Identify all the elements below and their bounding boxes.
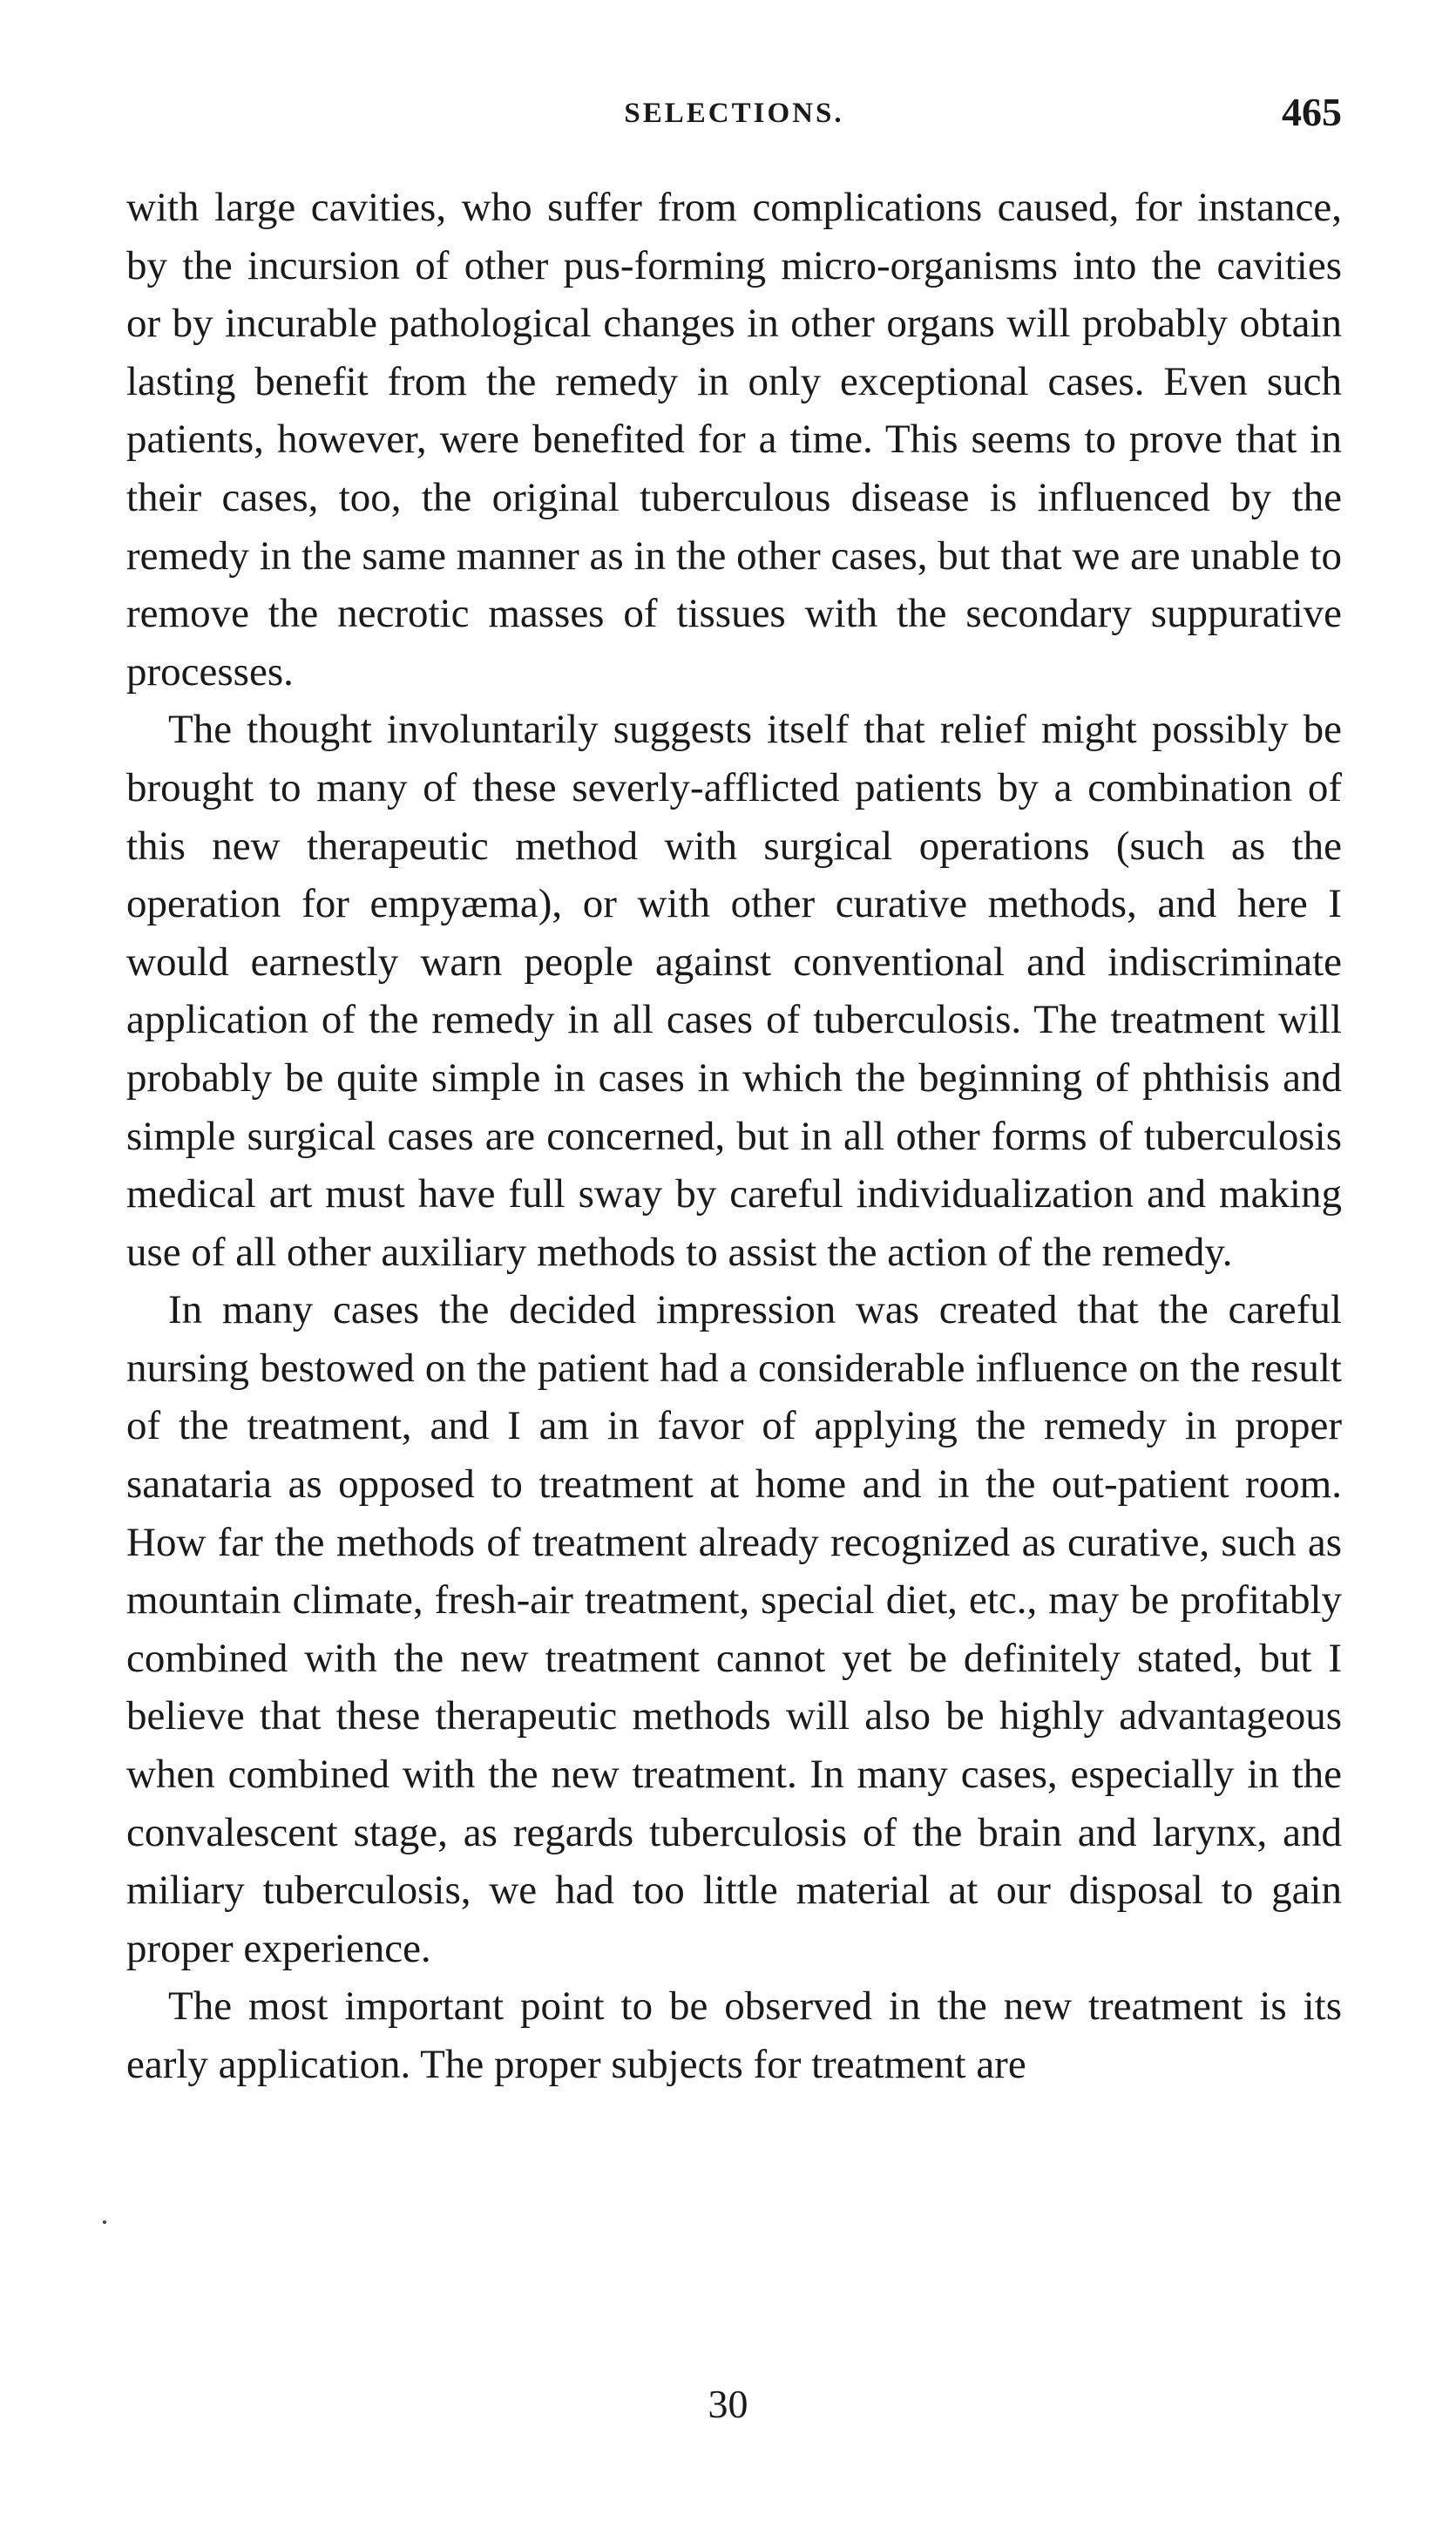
signature-mark: 30 <box>708 2382 748 2426</box>
page-number: 465 <box>1282 90 1342 134</box>
paragraph-4: The most important point to be observed in the new treatment is its early application. The proper subjects for treatment are <box>126 1983 1342 2087</box>
running-head: SELECTIONS. <box>624 98 844 129</box>
body-text <box>126 179 1342 2094</box>
page-header <box>126 85 1342 138</box>
margin-speck <box>103 2220 106 2224</box>
paragraph-1: with large cavities, who suffer from complications caused, for instance, by the incursion of other pus-forming micro-organisms into the cavities or by incurable pathological changes in other organs will probably obtain lasting benefit from the remedy in only exceptional cases. Even such patients, however, were benefited for a time. This seems to prove that in their cases, too, the original tuberculous disease is influenced by the remedy in the same manner as in the other cases, but that we are unable to remove the necrotic masses of tissues with the secondary suppurative processes. <box>126 185 1342 695</box>
paragraph-3: In many cases the decided impression was created that the careful nursing bestowed on the patient had a considerable influence on the result of the treatment, and I am in favor of applying the remedy in proper sanataria as opposed to treatment at home and in the out-patient room. How far the methods of treatment already recognized as curative, such as mountain climate, fresh-air treatment, special diet, etc., may be profitably combined with the new treatment cannot yet be definitely stated, but I believe that these therapeutic methods will also be highly advantageous when combined with the new treatment. In many cases, especially in the convalescent stage, as regards tuberculosis of the brain and larynx, and miliary tuberculosis, we had too little material at our disposal to gain proper experience. <box>126 1287 1342 1971</box>
paragraph-2: The thought involuntarily suggests itself that relief might possibly be brought to many of these severly-afflicted patients by a combination of this new therapeutic method with surgical operations (such as the operation for empyæma), or with other curative methods, and here I would earnestly warn people against conventional and indiscriminate application of the remedy in all cases of tuberculosis. The treatment will probably be quite simple in cases in which the beginning of phthisis and simple surgical cases are concerned, but in all other forms of tuberculosis medical art must have full sway by careful individualization and making use of all other auxiliary methods to assist the action of the remedy. <box>126 707 1342 1275</box>
